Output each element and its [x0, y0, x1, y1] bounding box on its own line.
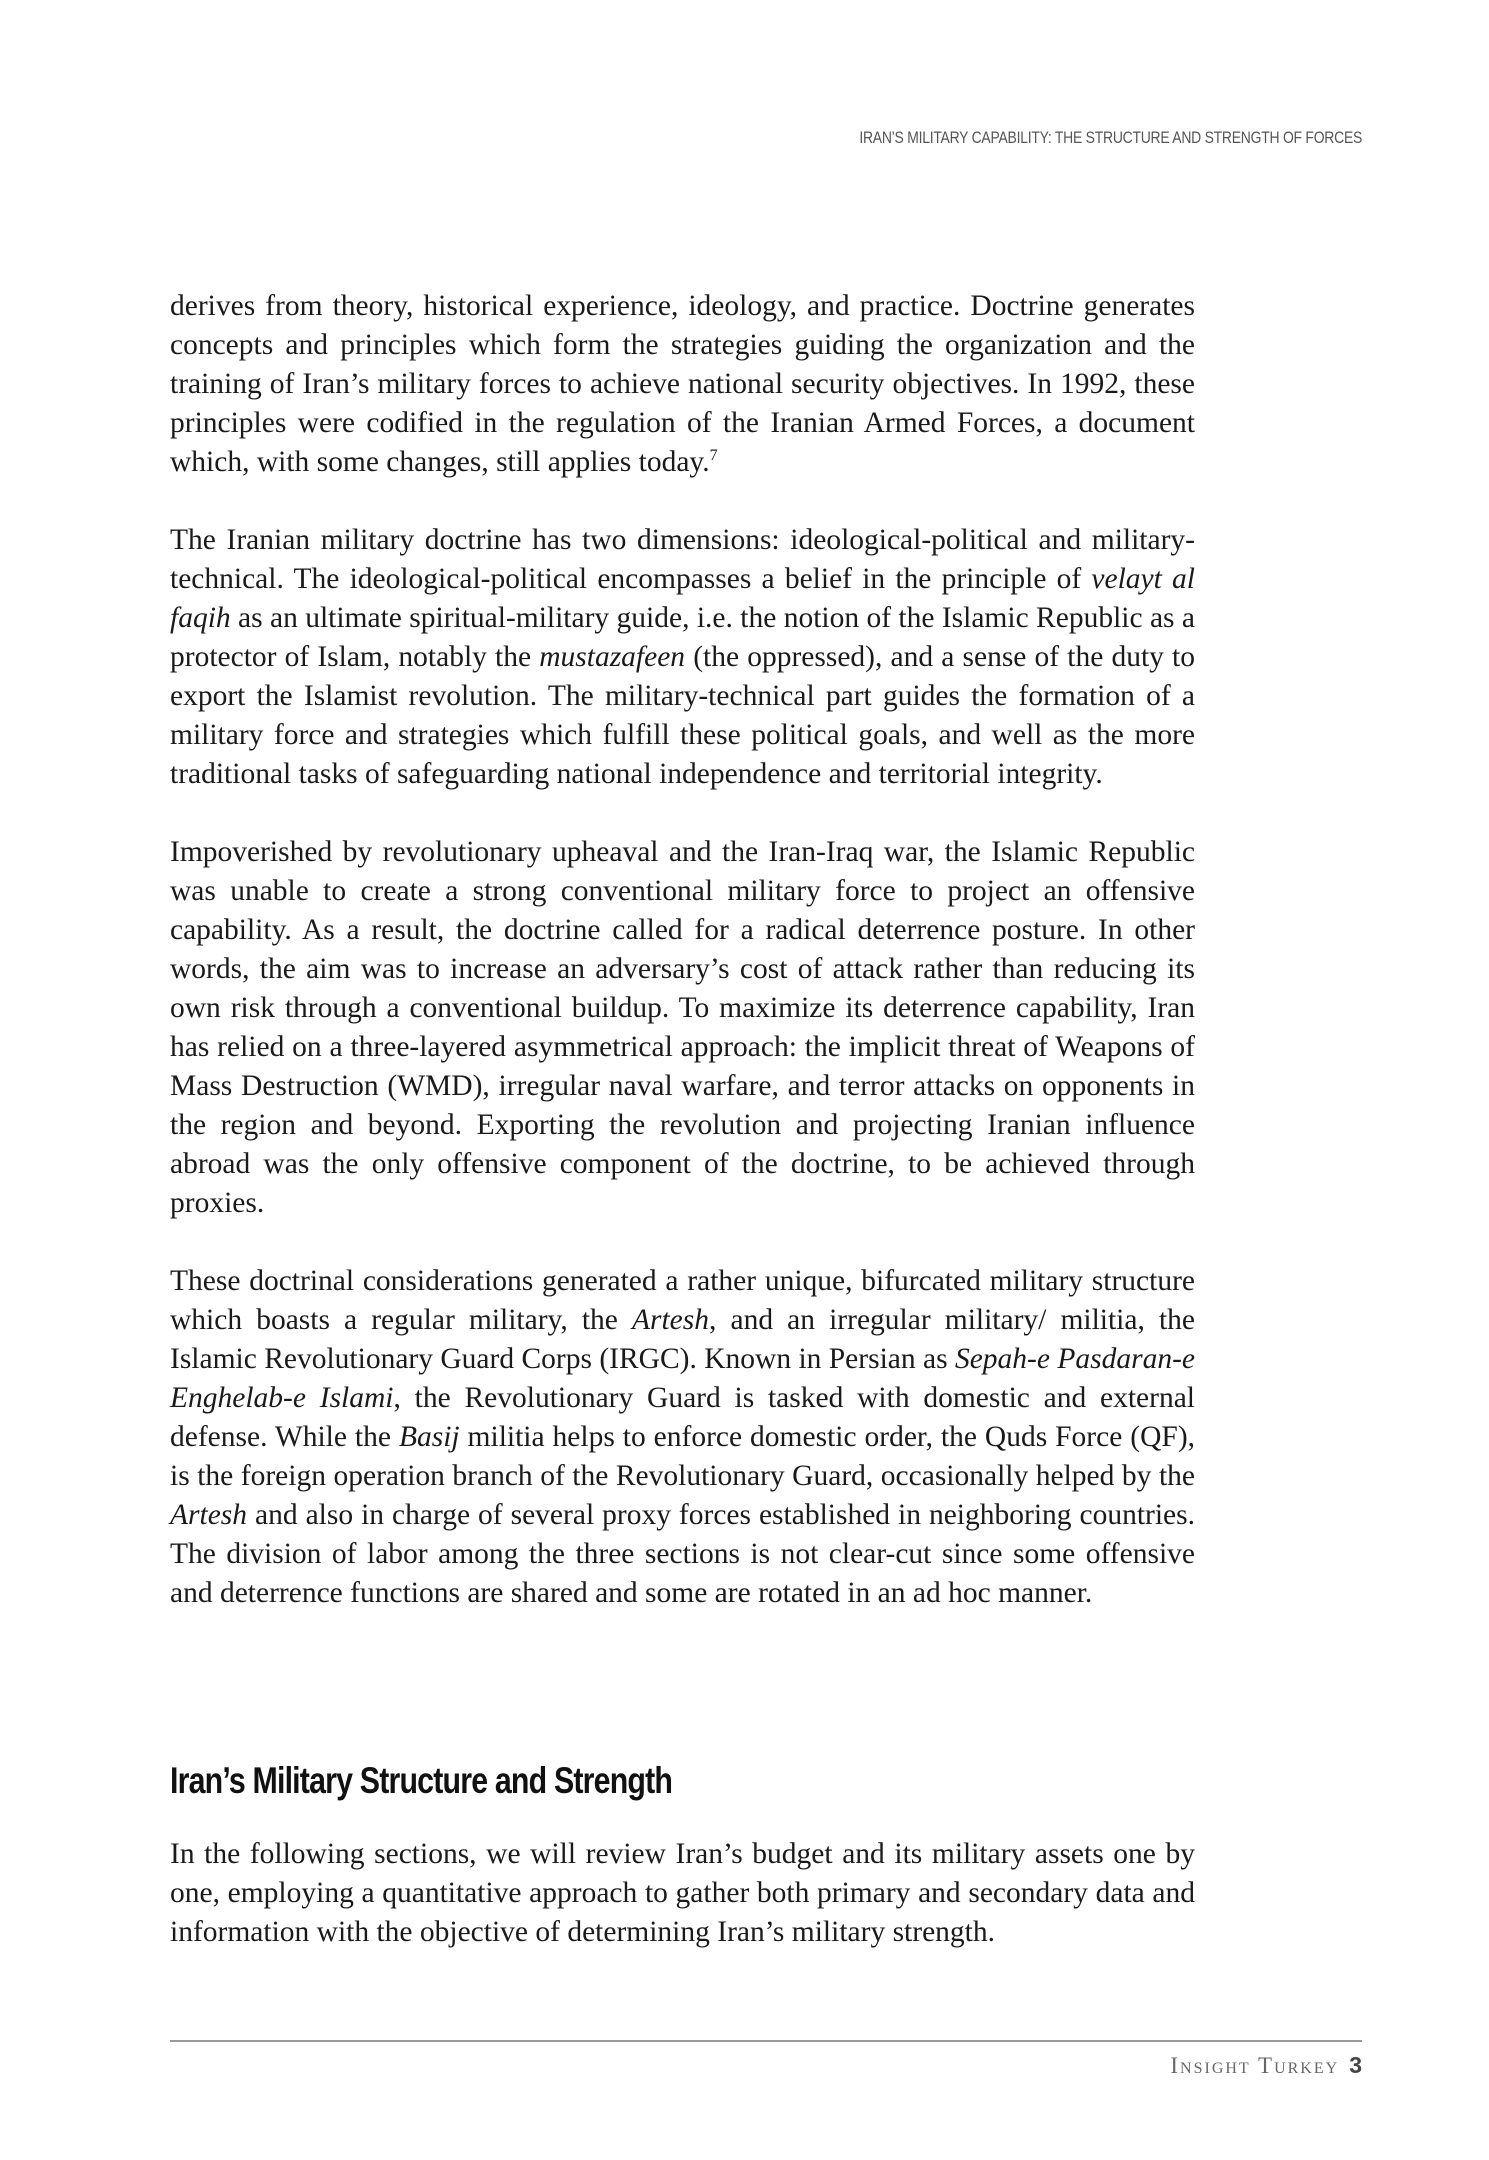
page-footer — [1170, 2052, 1362, 2079]
italic-term: Sepah-e Pasdaran-e Enghelab-e Islami — [170, 1343, 1195, 1414]
paragraph-doctrine-dimensions — [170, 521, 1195, 794]
italic-term: Artesh — [631, 1304, 709, 1336]
text-segment: These doctrinal considerations generated a rather unique, bifurcated military structure which boasts a regular military, the — [170, 1265, 1195, 1336]
italic-term: mustazafeen — [539, 641, 686, 673]
paragraph-deterrence-posture — [170, 833, 1195, 1223]
section-heading: Iran’s Military Structure and Strength — [170, 1760, 673, 1801]
paragraph-military-structure — [170, 1262, 1195, 1613]
body-text — [170, 287, 1195, 1613]
italic-term: velayt al faqih — [170, 563, 1195, 634]
paragraph-doctrine-origins — [170, 287, 1195, 482]
italic-term: Artesh — [170, 1499, 248, 1531]
running-header: IRAN’S MILITARY CAPABILITY: THE STRUCTURE AND STRENGTH OF FORCES — [859, 128, 1362, 147]
text-segment: Impoverished by revolutionary upheaval and the Iran-Iraq war, the Islamic Republic was unable to create a strong conventional military force to project an offensive capability. As a result, the doctrine called for a radical deterrence posture. In other words, the aim was to increase an adversary’s cost of attack rather than reducing its own risk through a conventional buildup. To maximize its deterrence capability, Iran has relied on a three-layered asymmetrical approach: the implicit threat of Weapons of Mass Destruction (WMD), irregular naval warfare, and terror attacks on opponents in the region and beyond. Exporting the revolution and projecting Iranian influence abroad was the only offensive component of the doctrine, to be achieved through proxies. — [170, 836, 1195, 1219]
paragraph-section-intro: In the following sections, we will review Iran’s budget and its military assets one by one, employing a quantitative approach to gather both primary and secondary data and information with the objective of determining Iran’s military strength. — [170, 1838, 1195, 1948]
italic-term: Basij — [398, 1421, 460, 1453]
text-segment: derives from theory, historical experience, ideology, and practice. Doctrine generates concepts and principles which form the strategies guiding the organization and the training of Iran’s military forces to achieve national security objectives. In 1992, these principles were codified in the regulation of the Iranian Armed Forces, a document which, with some changes, still applies today. — [170, 290, 1195, 478]
text-segment: (the oppressed), and a sense of the duty to export the Islamist revolution. The military-technical part guides the formation of a military force and strategies which fulfill these political goals, and well as the more traditional tasks of safeguarding national independence and territorial integrity. — [170, 641, 1195, 790]
section-body — [170, 1835, 1195, 1952]
footnote-marker[interactable]: 7 — [709, 447, 718, 464]
text-segment: militia helps to enforce domestic order, the Quds Force (QF), is the foreign operation branch of the Revolutionary Guard, occasionally helped by the — [170, 1421, 1196, 1492]
text-segment: , the Revolutionary Guard is tasked with domestic and external defense. While the — [170, 1382, 1195, 1453]
page-number: 3 — [1349, 2052, 1362, 2078]
text-segment: as an ultimate spiritual-military guide, i.e. the notion of the Islamic Republic as a protector of Islam, notably the — [170, 602, 1195, 673]
text-segment: , and an irregular military/ militia, the Islamic Revolutionary Guard Corps (IRGC). Known in Persian as — [170, 1304, 1195, 1375]
text-segment: The Iranian military doctrine has two dimensions: ideological-political and military-technical. The ideological-political encompasses a belief in the principle of — [170, 524, 1195, 595]
text-segment: and also in charge of several proxy forces established in neighboring countries. The division of labor among the three sections is not clear-cut since some offensive and deterrence functions are shared and some are rotated in an ad hoc manner. — [170, 1499, 1195, 1609]
journal-name: Insight Turkey — [1170, 2053, 1340, 2078]
footer-divider — [170, 2040, 1362, 2042]
